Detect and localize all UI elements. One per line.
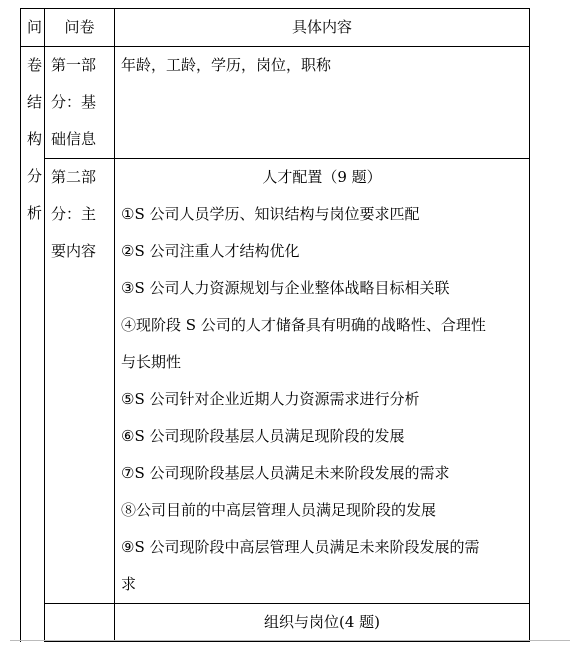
header-col2: 问卷 — [45, 9, 115, 47]
part2-label-line-2: 分：主 — [51, 205, 97, 223]
part2-subsection-row — [21, 604, 530, 642]
part2-label-line-3: 要内容 — [51, 242, 97, 260]
header-col1-text: 问 — [27, 18, 43, 36]
vertical-char-4: 分 — [27, 167, 43, 185]
vertical-char-1: 卷 — [27, 56, 43, 74]
list-item-continuation: 与长期性 — [121, 353, 182, 371]
survey-structure-table — [20, 8, 530, 642]
part1-label-line-2: 分：基 — [51, 93, 97, 111]
list-item: ⑧公司目前的中高层管理人员满足现阶段的发展 — [121, 501, 437, 519]
list-item: ⑤S 公司针对企业近期人力资源需求进行分析 — [121, 390, 420, 408]
part2-label-empty — [45, 604, 115, 642]
part1-label-line-1: 第一部 — [51, 56, 97, 74]
list-item: ⑨S 公司现阶段中高层管理人员满足未来阶段发展的需 — [121, 538, 480, 556]
header-row — [21, 9, 530, 47]
vertical-label-rest — [21, 47, 45, 642]
part1-label — [45, 47, 115, 159]
part2-label — [45, 159, 115, 604]
part2-row — [21, 159, 530, 604]
header-col3: 具体内容 — [115, 9, 530, 47]
list-item: ⑥S 公司现阶段基层人员满足现阶段的发展 — [121, 427, 405, 445]
part1-label-line-3: 础信息 — [51, 130, 97, 148]
part2-content — [115, 159, 530, 604]
section-title-talent: 人才配置（9 题） — [262, 168, 382, 186]
list-item: ②S 公司注重人才结构优化 — [121, 242, 300, 260]
list-item: ①S 公司人员学历、知识结构与岗位要求匹配 — [121, 205, 420, 223]
section-title-org: 组织与岗位(4 题) — [115, 604, 530, 642]
part1-content: 年龄，工龄，学历，岗位，职称 — [115, 47, 530, 159]
vertical-char-3: 构 — [27, 130, 43, 148]
part1-row — [21, 47, 530, 159]
list-item: ④现阶段 S 公司的人才储备具有明确的战略性、合理性 — [121, 316, 486, 334]
part2-label-line-1: 第二部 — [51, 168, 97, 186]
page-bottom-edge — [10, 640, 570, 641]
list-item: ③S 公司人力资源规划与企业整体战略目标相关联 — [121, 279, 450, 297]
vertical-char-5: 析 — [27, 204, 43, 222]
list-item-continuation: 求 — [121, 575, 137, 593]
vertical-char-2: 结 — [27, 93, 43, 111]
list-item: ⑦S 公司现阶段基层人员满足未来阶段发展的需求 — [121, 464, 450, 482]
vertical-label-cell — [21, 9, 45, 47]
